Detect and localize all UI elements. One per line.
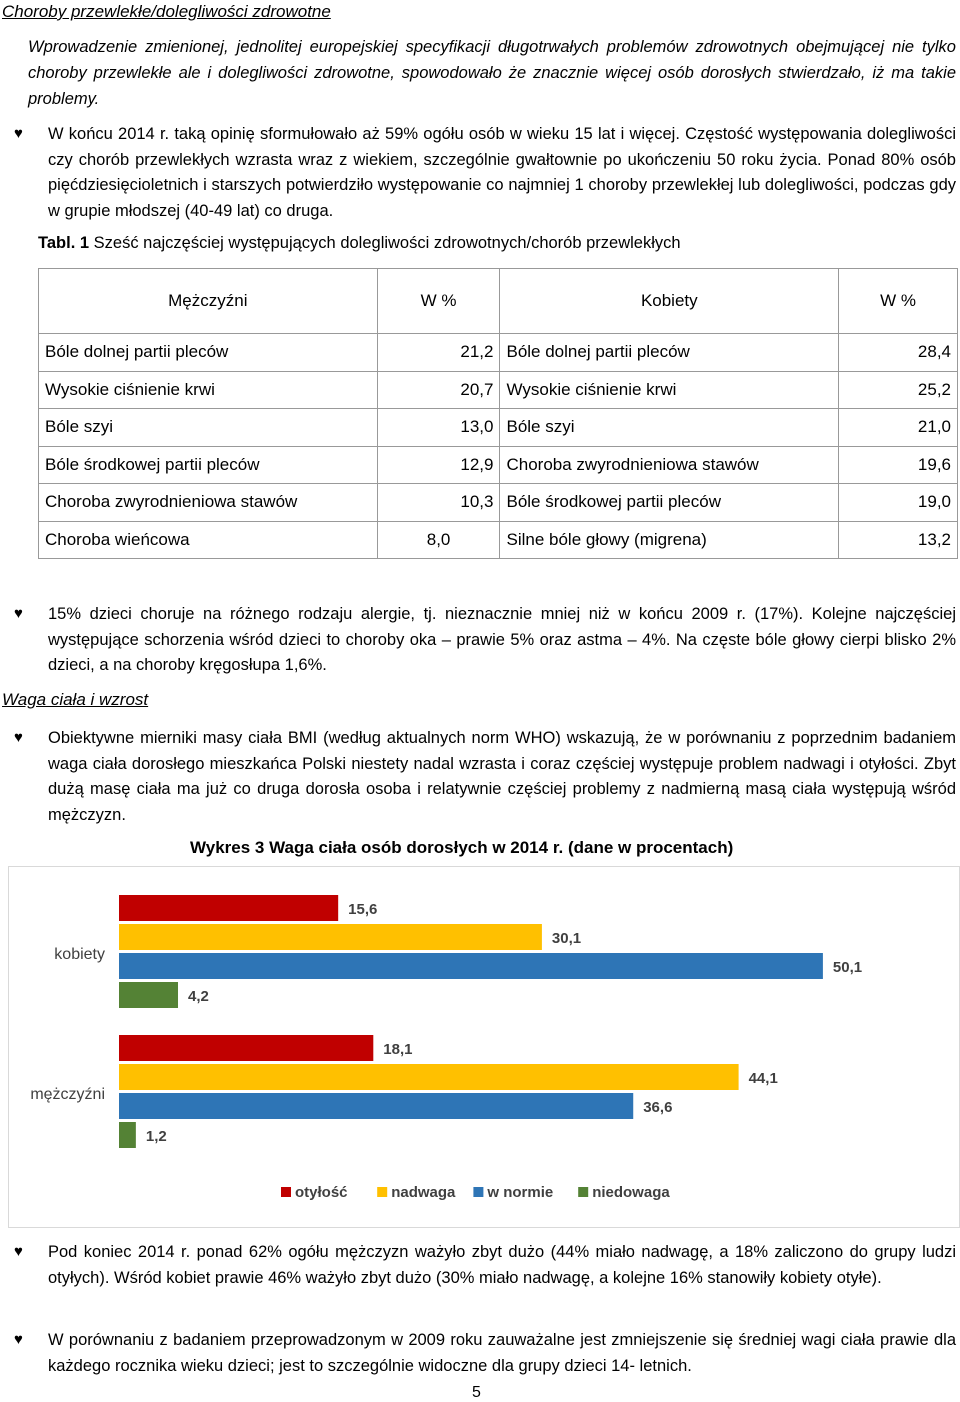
cell-women-ailment: Silne bóle głowy (migrena): [500, 521, 839, 559]
table-caption-label: Tabl. 1: [38, 234, 90, 252]
cell-men-ailment: Choroba wieńcowa: [39, 521, 378, 559]
category-label: mężczyźni: [30, 1086, 105, 1103]
legend-label: otyłość: [295, 1184, 348, 1201]
table-header-row: [39, 269, 958, 334]
heart-bullet-icon: ♥: [14, 1243, 23, 1260]
header-men: Mężczyźni: [39, 269, 378, 334]
cell-women-pct: 28,4: [839, 334, 958, 372]
cell-women-ailment: Bóle dolnej partii pleców: [500, 334, 839, 372]
legend-swatch: [578, 1187, 588, 1197]
heart-bullet-icon: ♥: [14, 605, 23, 622]
legend-label: nadwaga: [391, 1184, 456, 1201]
data-label: 4,2: [188, 988, 209, 1005]
data-label: 36,6: [643, 1099, 673, 1116]
cell-men-pct: 12,9: [377, 446, 500, 484]
bar-w-normie: [119, 953, 823, 979]
bar-w-normie: [119, 1093, 633, 1119]
bar-otyłość: [119, 895, 338, 921]
chart-frame: [8, 866, 960, 1228]
cell-men-ailment: Choroba zwyrodnieniowa stawów: [39, 484, 378, 522]
data-label: 1,2: [145, 1128, 167, 1145]
cell-men-pct: 21,2: [377, 334, 500, 372]
heart-bullet-icon: ♥: [14, 1331, 23, 1348]
cell-men-ailment: Bóle szyi: [39, 409, 378, 447]
bar-nadwaga: [119, 1064, 739, 1090]
table-row: [39, 334, 958, 372]
cell-men-ailment: Wysokie ciśnienie krwi: [39, 371, 378, 409]
legend-swatch: [473, 1187, 483, 1197]
cell-men-ailment: Bóle dolnej partii pleców: [39, 334, 378, 372]
data-label: 18,1: [383, 1041, 413, 1058]
header-women: Kobiety: [500, 269, 839, 334]
bullet-paragraph-1: W końcu 2014 r. taką opinię sformułowało aż 59% ogółu osób w wieku 15 lat i więcej. Częstość występowania dolegliwości czy chorób przewlekłych wzrasta wraz z wiekiem, szczególnie gwałtownie po ukończeniu 50 roku życia. Ponad 80% osób pięćdziesięcioletnich i starszych potwierdziło występowanie co najmniej 1 choroby przewlekłej lub dolegliwości, podczas gdy w grupie młodszej (40-49 lat) co druga.: [48, 125, 956, 220]
ailments-table: [38, 268, 958, 559]
table-caption: [38, 234, 681, 253]
legend-swatch: [281, 1187, 291, 1197]
header-men-pct: W %: [377, 269, 500, 334]
bullet-paragraph-bmi: Obiektywne mierniki masy ciała BMI (według aktualnych norm WHO) wskazują, że w porównaniu z poprzednim badaniem waga ciała dorosłego mieszkańca Polski niestety nadal wzrasta i coraz częściej występuje problem nadwagi i otyłości. Zbyt dużą masę ciała ma już co druga dorosła osoba i relatywnie częściej problemy z nadmierną masą ciała występują wśród mężczyzn.: [48, 729, 956, 824]
weight-bar-chart: [9, 867, 959, 1227]
data-label: 15,6: [348, 901, 378, 918]
data-label: 44,1: [748, 1070, 778, 1087]
cell-women-ailment: Choroba zwyrodnieniowa stawów: [500, 446, 839, 484]
cell-women-pct: 19,0: [839, 484, 958, 522]
section-heading-chronic: Choroby przewlekłe/dolegliwości zdrowotne: [2, 2, 331, 21]
heart-bullet-icon: ♥: [14, 125, 23, 142]
cell-men-pct: 10,3: [377, 484, 500, 522]
cell-women-ailment: Bóle środkowej partii pleców: [500, 484, 839, 522]
chart-title: Wykres 3 Waga ciała osób dorosłych w 2014 r. (dane w procentach): [190, 838, 734, 857]
table-row: [39, 446, 958, 484]
page-number: 5: [472, 1384, 481, 1401]
intro-paragraph: Wprowadzenie zmienionej, jednolitej europejskiej specyfikacji długotrwałych problemów zdrowotnych obejmującej nie tylko choroby przewlekłe ale i dolegliwości zdrowotne, spowodowało że znacznie więcej osób dorosłych stwierdzało, iż ma takie problemy.: [28, 38, 956, 108]
table-caption-text: Sześć najczęściej występujących dolegliwości zdrowotnych/chorób przewlekłych: [89, 234, 681, 252]
legend-label: niedowaga: [592, 1184, 670, 1201]
cell-women-pct: 25,2: [839, 371, 958, 409]
bar-niedowaga: [119, 1122, 136, 1148]
cell-women-ailment: Bóle szyi: [500, 409, 839, 447]
cell-men-pct: 13,0: [377, 409, 500, 447]
cell-men-pct: 8,0: [377, 521, 500, 559]
bar-niedowaga: [119, 982, 178, 1008]
cell-women-pct: 19,6: [839, 446, 958, 484]
table-row: [39, 371, 958, 409]
heart-bullet-icon: ♥: [14, 729, 23, 746]
table-row: [39, 484, 958, 522]
section-heading-weight: Waga ciała i wzrost: [2, 690, 149, 709]
bullet-paragraph-men-women: Pod koniec 2014 r. ponad 62% ogółu mężczyzn ważyło zbyt dużo (44% miało nadwagę, a 18% zaliczono do grupy ludzi otyłych). Wśród kobiet prawie 46% ważyło zbyt dużo (30% miało nadwagę, a kolejne 16% stanowiły kobiety otyłe).: [48, 1243, 956, 1287]
bar-nadwaga: [119, 924, 542, 950]
cell-women-ailment: Wysokie ciśnienie krwi: [500, 371, 839, 409]
cell-women-pct: 21,0: [839, 409, 958, 447]
table-row: [39, 521, 958, 559]
category-label: kobiety: [54, 946, 105, 963]
data-label: 50,1: [832, 959, 863, 976]
cell-men-ailment: Bóle środkowej partii pleców: [39, 446, 378, 484]
legend-label: w normie: [487, 1184, 554, 1201]
data-label: 30,1: [551, 930, 582, 947]
cell-women-pct: 13,2: [839, 521, 958, 559]
bullet-paragraph-children: 15% dzieci choruje na różnego rodzaju alergie, tj. nieznacznie mniej niż w końcu 2009 r. (17%). Kolejne najczęściej występujące schorzenia wśród dzieci to choroby oka – prawie 5% oraz astma – 4%. Na częste bóle głowy cierpi blisko 2% dzieci, a na choroby kręgosłupa 1,6%.: [48, 605, 956, 674]
bar-otyłość: [119, 1035, 373, 1061]
table-row: [39, 409, 958, 447]
bullet-paragraph-children-weight: W porównaniu z badaniem przeprowadzonym w 2009 roku zauważalne jest zmniejszenie się średniej wagi ciała prawie dla każdego rocznika wieku dzieci; jest to szczególnie widoczne dla grupy dzieci 14- letnich.: [48, 1331, 956, 1375]
legend-swatch: [377, 1187, 387, 1197]
cell-men-pct: 20,7: [377, 371, 500, 409]
header-women-pct: W %: [839, 269, 958, 334]
